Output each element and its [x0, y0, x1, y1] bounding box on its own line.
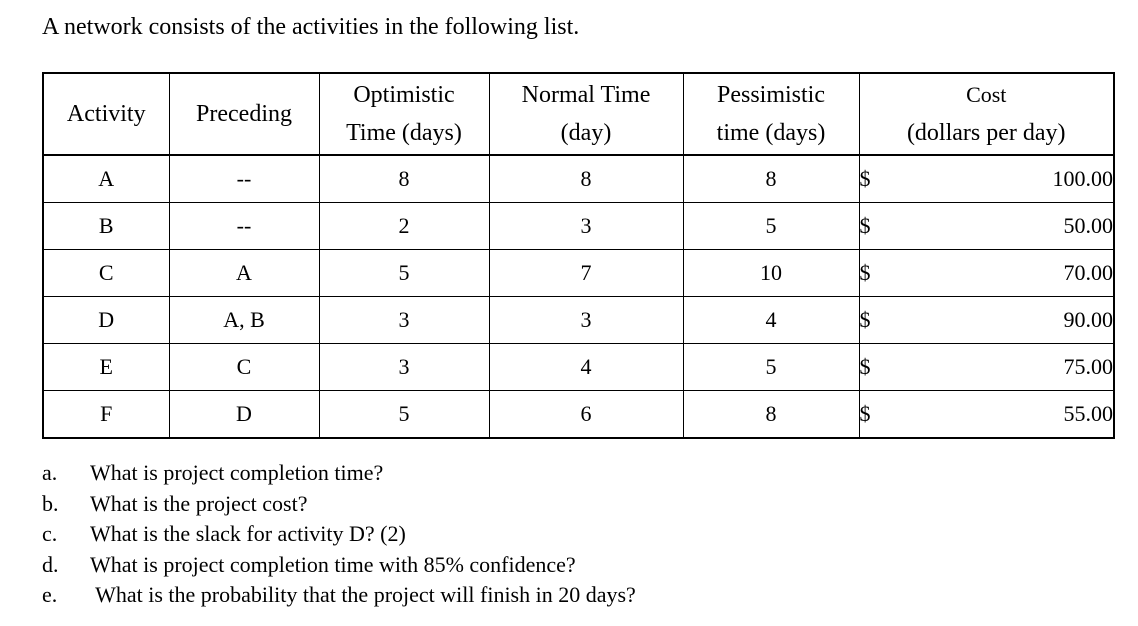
cell-preceding: -- [169, 203, 319, 250]
header-optimistic [319, 73, 489, 155]
header-normal-line1: Normal Time [521, 82, 651, 108]
cell-normal: 8 [489, 155, 683, 203]
question-item [42, 550, 636, 581]
cell-optimistic: 5 [319, 250, 489, 297]
question-label: c. [42, 521, 58, 546]
cell-cost [859, 203, 1114, 250]
cost-amount: 50.00 [1063, 213, 1113, 238]
header-pessimistic-line2: time (days) [716, 120, 826, 146]
header-pessimistic-line1: Pessimistic [716, 82, 825, 108]
currency-symbol: $ [859, 401, 871, 426]
cell-preceding: C [169, 344, 319, 391]
cost-amount: 75.00 [1063, 354, 1113, 379]
cell-activity: D [43, 297, 169, 344]
cost-amount: 70.00 [1063, 260, 1113, 285]
cell-activity: F [43, 391, 169, 439]
question-label: b. [42, 490, 59, 516]
header-cost-line1: Cost [966, 82, 1007, 107]
question-item [42, 519, 636, 550]
header-pessimistic [683, 73, 859, 155]
question-label: e. [42, 582, 58, 607]
cell-cost [859, 155, 1114, 203]
header-optimistic-line1: Optimistic [353, 82, 455, 108]
cell-preceding: D [169, 391, 319, 439]
header-optimistic-line2: Time (days) [346, 120, 462, 146]
cell-normal: 3 [489, 297, 683, 344]
cell-activity: C [43, 250, 169, 297]
cell-optimistic: 5 [319, 391, 489, 439]
currency-symbol: $ [859, 354, 871, 379]
table-row [43, 344, 1114, 391]
cell-pessimistic: 5 [683, 344, 859, 391]
question-text: What is project completion time? [90, 460, 384, 485]
header-preceding: Preceding [169, 73, 319, 155]
question-text: What is the slack for activity D? (2) [90, 521, 406, 546]
cell-pessimistic: 5 [683, 203, 859, 250]
header-cost [859, 73, 1114, 155]
cell-pessimistic: 8 [683, 391, 859, 439]
activity-table [42, 72, 1115, 439]
cell-optimistic: 3 [319, 297, 489, 344]
table-row [43, 391, 1114, 439]
cost-amount: 55.00 [1063, 401, 1113, 426]
currency-symbol: $ [859, 166, 871, 191]
header-normal-line2: (day) [560, 120, 612, 146]
cell-cost [859, 391, 1114, 439]
table-row [43, 203, 1114, 250]
header-cost-line2: (dollars per day) [906, 120, 1066, 146]
table-row [43, 250, 1114, 297]
currency-symbol: $ [859, 260, 871, 285]
cell-normal: 7 [489, 250, 683, 297]
currency-symbol: $ [859, 213, 871, 238]
question-item [42, 580, 636, 611]
cell-pessimistic: 8 [683, 155, 859, 203]
question-label: a. [42, 460, 58, 485]
question-text: What is the project cost? [90, 490, 308, 516]
cost-amount: 90.00 [1063, 307, 1113, 332]
cell-cost [859, 250, 1114, 297]
table-row [43, 297, 1114, 344]
table-header-row [43, 73, 1114, 155]
question-text: What is project completion time with 85% confidence? [90, 551, 576, 577]
question-text: What is the probability that the project will finish in 20 days? [90, 582, 636, 607]
cell-optimistic: 2 [319, 203, 489, 250]
cell-preceding: A [169, 250, 319, 297]
currency-symbol: $ [859, 307, 871, 332]
question-label: d. [42, 551, 59, 577]
cell-normal: 4 [489, 344, 683, 391]
cell-cost [859, 297, 1114, 344]
cell-optimistic: 8 [319, 155, 489, 203]
cell-preceding: A, B [169, 297, 319, 344]
cell-normal: 6 [489, 391, 683, 439]
cell-normal: 3 [489, 203, 683, 250]
intro-text: A network consists of the activities in the following list. [42, 14, 580, 40]
table-row [43, 155, 1114, 203]
question-list [42, 458, 636, 611]
question-item [42, 458, 636, 489]
cell-cost [859, 344, 1114, 391]
cell-optimistic: 3 [319, 344, 489, 391]
cell-activity: B [43, 203, 169, 250]
question-item [42, 489, 636, 520]
header-normal [489, 73, 683, 155]
cost-amount: 100.00 [1052, 166, 1113, 191]
header-activity: Activity [43, 73, 169, 155]
cell-activity: E [43, 344, 169, 391]
cell-preceding: -- [169, 155, 319, 203]
cell-pessimistic: 4 [683, 297, 859, 344]
cell-activity: A [43, 155, 169, 203]
cell-pessimistic: 10 [683, 250, 859, 297]
